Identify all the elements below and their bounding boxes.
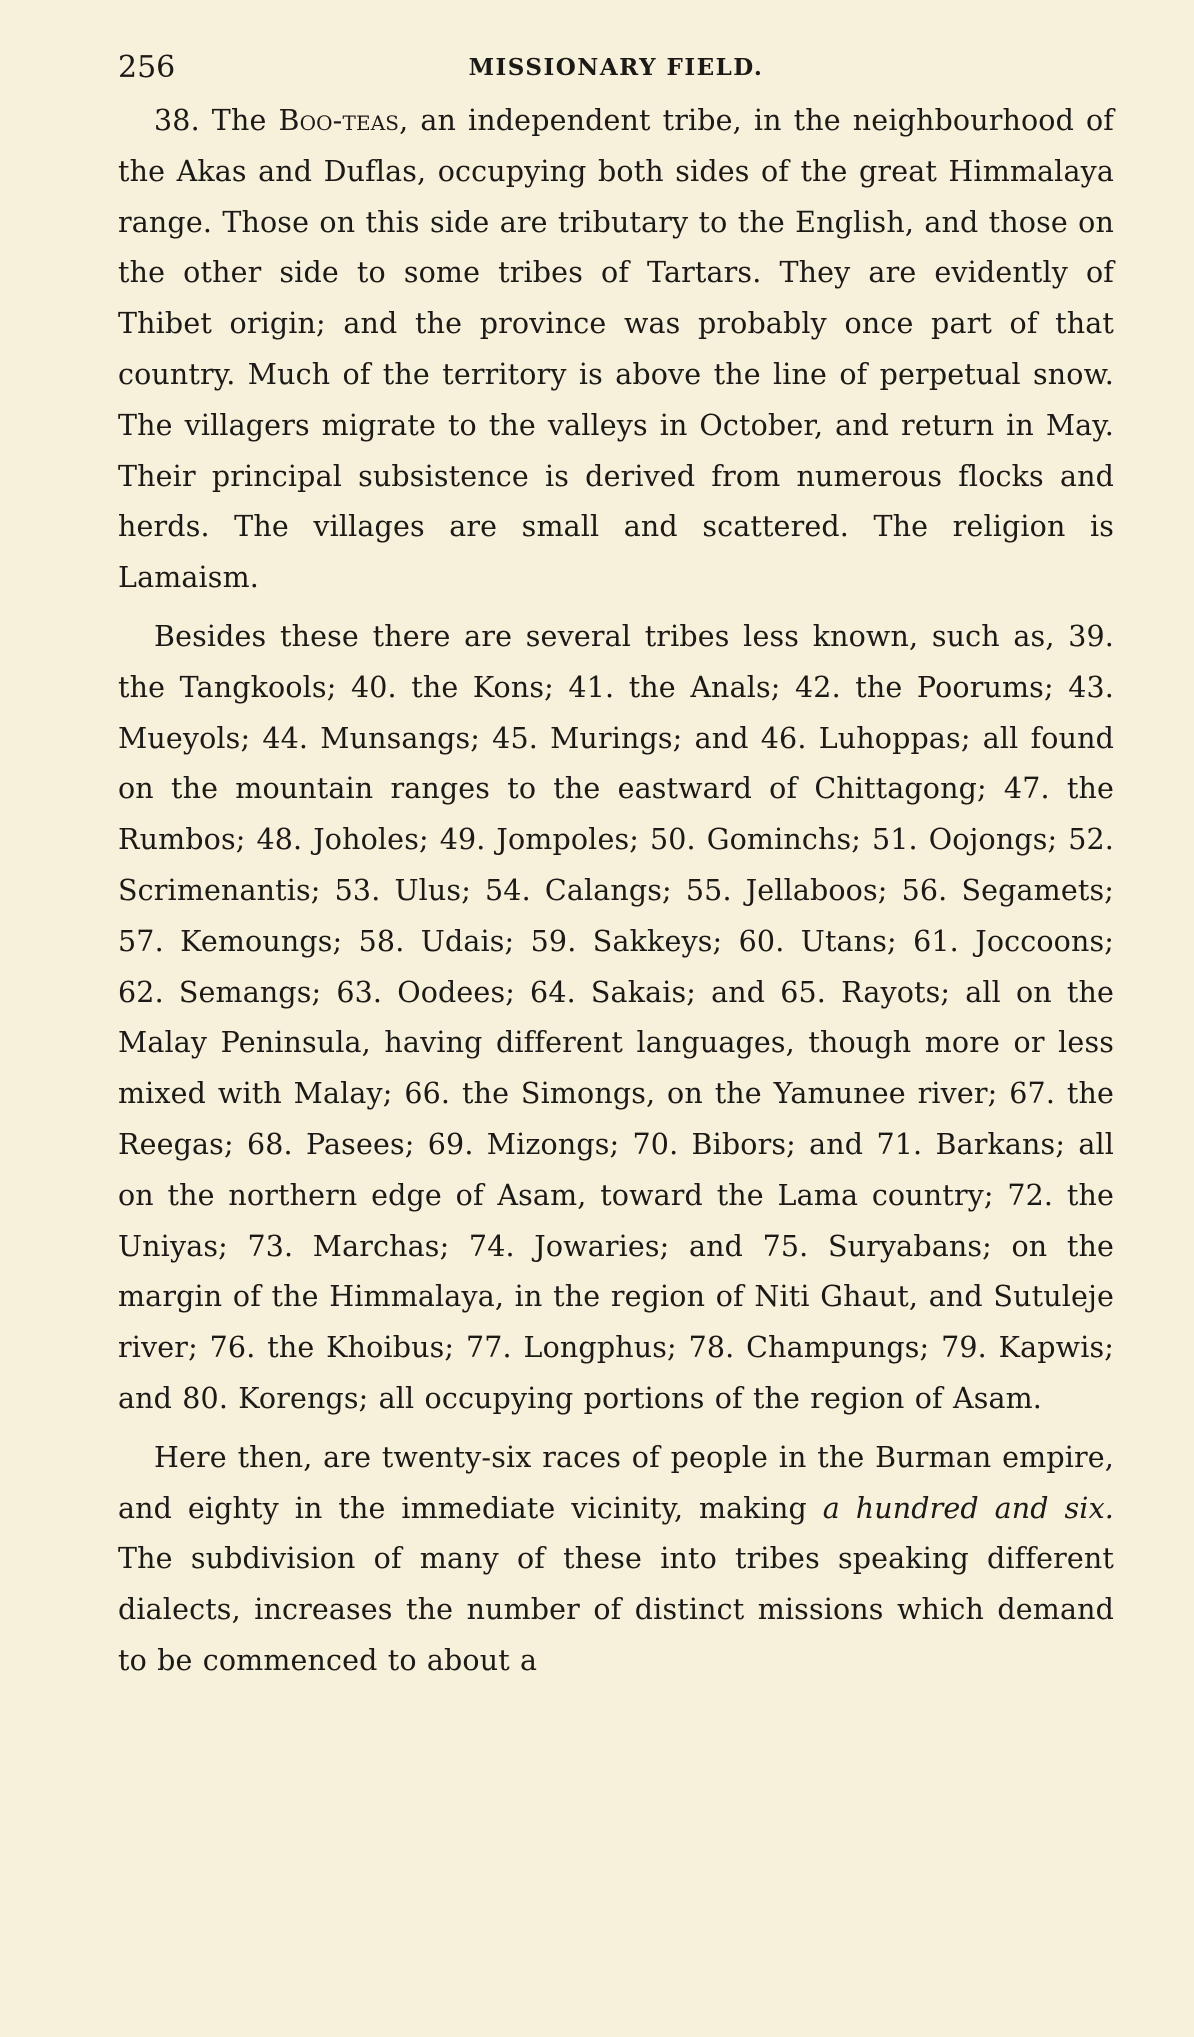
summary-italic: a hundred and six. bbox=[822, 1491, 1114, 1525]
paragraph-boo-teas bbox=[118, 96, 1114, 604]
book-page bbox=[118, 48, 1114, 1687]
page-header bbox=[118, 48, 1114, 88]
summary-text-before: Here then, are twenty-six races of people in the Burman empire, and eighty in the immediate vicinity, making bbox=[118, 1440, 1114, 1525]
entry-number: 38. bbox=[154, 104, 200, 137]
paragraph-other-tribes: Besides these there are several tribes less known, such as, 39. the Tangkools; 40. the Kons; 41. the Anals; 42. the Poorums; 43. Mueyols; 44. Munsangs; 45. Murings; and 46. Luhoppas; all found on the mountain ranges to the eastward of Chittagong; 47. the Rumbos; 48. Joholes; 49. Jompoles; 50. Gominchs; 51. Oojongs; 52. Scrimenantis; 53. Ulus; 54. Calangs; 55. Jellaboos; 56. Segamets; 57. Kemoungs; 58. Udais; 59. Sakkeys; 60. Utans; 61. Joccoons; 62. Semangs; 63. Oodees; 64. Sakais; and 65. Rayots; all on the Malay Peninsula, having different languages, though more or less mixed with Malay; 66. the Simongs, on the Yamunee river; 67. the Reegas; 68. Pasees; 69. Mizongs; 70. Bibors; and 71. Barkans; all on the northern edge of Asam, toward the Lama country; 72. the Uniyas; 73. Marchas; 74. Jowaries; and 75. Suryabans; on the margin of the Himmalaya, in the region of Niti Ghaut, and Sutuleje river; 76. the Khoibus; 77. Longphus; 78. Champungs; 79. Kapwis; and 80. Korengs; all occupying portions of the region of Asam. bbox=[118, 619, 1114, 1415]
summary-text-after: The subdivision of many of these into tribes speaking different dialects, increases the number of distinct missions which demand to be commenced to about a bbox=[118, 1542, 1114, 1677]
page-number: 256 bbox=[118, 50, 176, 85]
body-text bbox=[118, 96, 1114, 1687]
paragraph-summary bbox=[118, 1433, 1114, 1687]
entry-text: , an independent tribe, in the neighbourhood of the Akas and Duflas, occupying both sides of the great Himmalaya range. Those on this side are tributary to the English, and those on the other side to some tribes of Tartars. They are evidently of Thibet origin; and the province was probably once part of that country. Much of the territory is above the line of perpetual snow. The villagers migrate to the valleys in October, and return in May. Their principal subsistence is derived from numerous flocks and herds. The villages are small and scattered. The religion is Lamaism. bbox=[118, 104, 1114, 595]
entry-lead: The bbox=[199, 104, 279, 137]
tribe-name: Boo-teas bbox=[278, 104, 400, 137]
running-head: MISSIONARY FIELD. bbox=[468, 54, 764, 81]
